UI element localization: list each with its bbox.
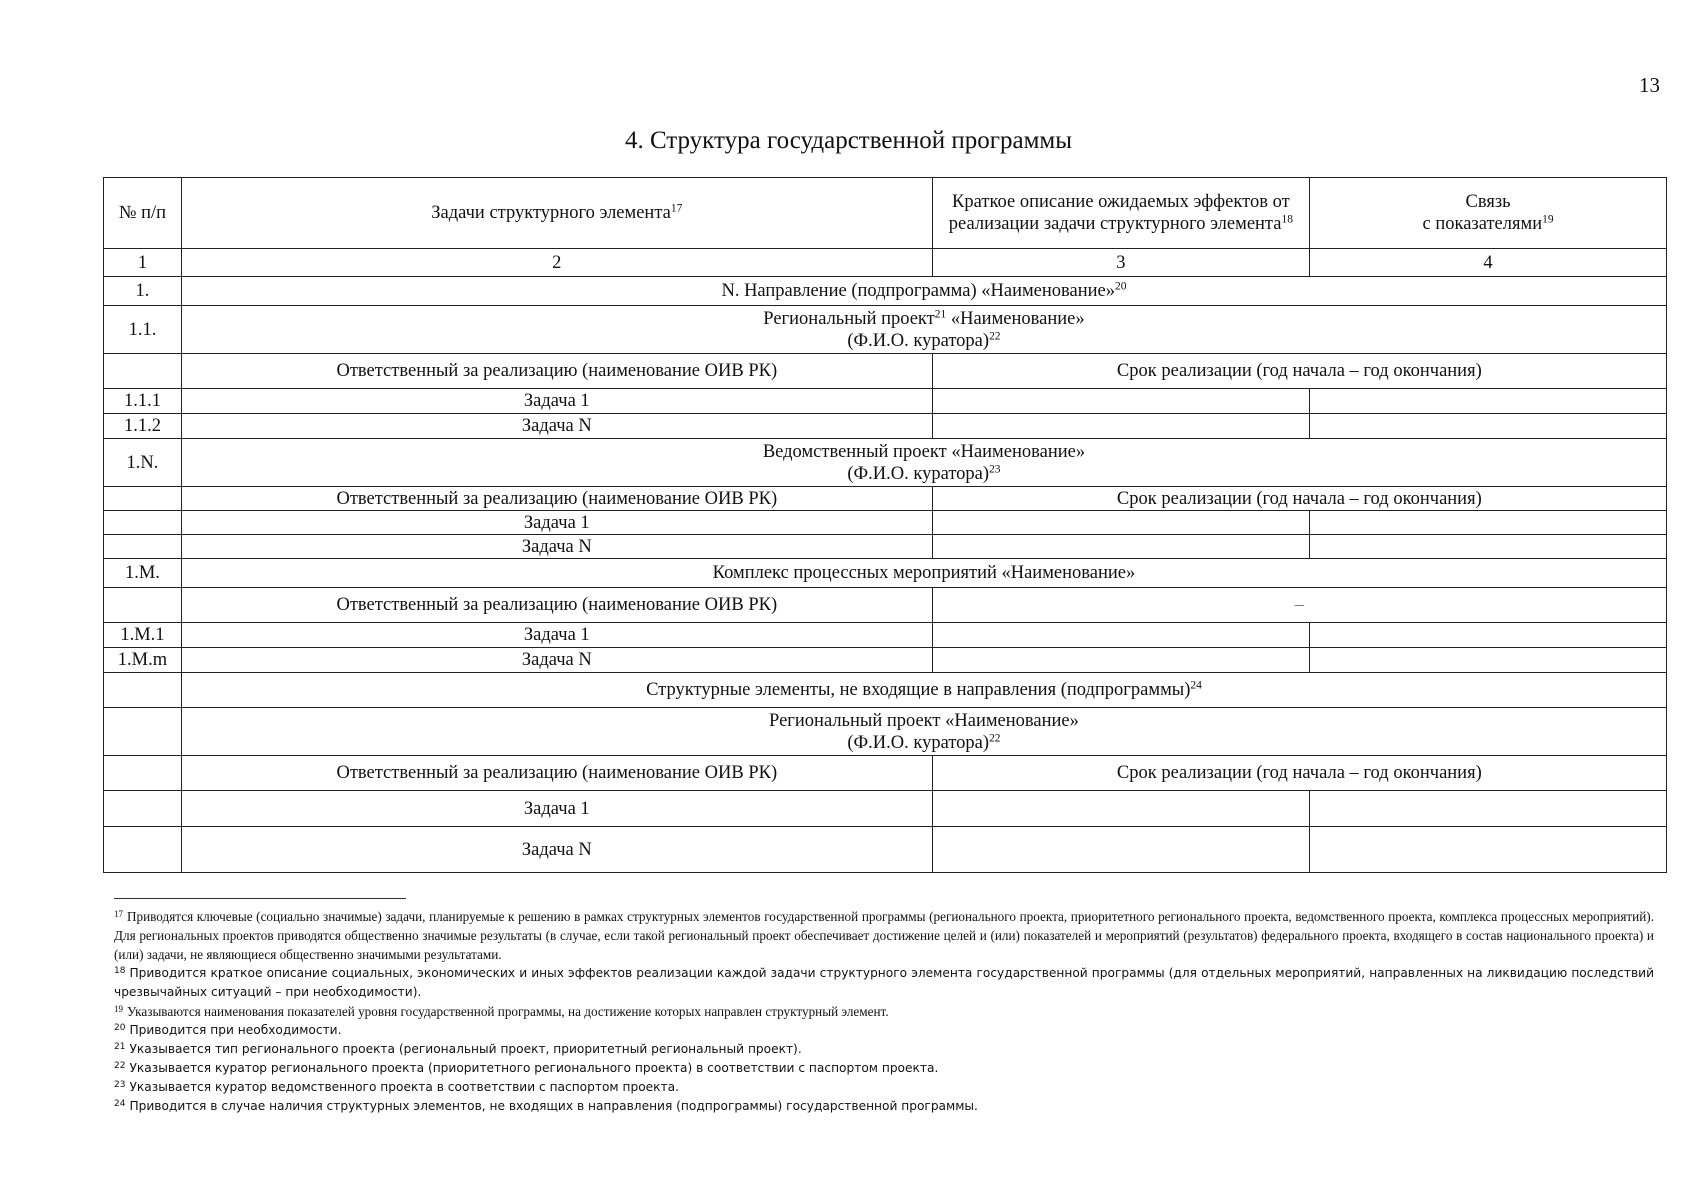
responsible-row: [104, 756, 1667, 791]
row-number: 1.1.: [104, 306, 182, 354]
effects-cell: [932, 791, 1309, 827]
responsible-cell: Ответственный за реализацию (наименование ОИВ РК): [181, 487, 932, 511]
footnote-item: [114, 964, 1654, 1002]
footnote-ref: 24: [1190, 679, 1202, 692]
effects-cell: [932, 648, 1309, 673]
footnote-item: [114, 1021, 1654, 1040]
footnote-ref: 19: [1542, 213, 1554, 226]
direction-row: [104, 277, 1667, 306]
footnote-text: Указывается куратор ведомственного проекта в соответствии с паспортом проекта.: [129, 1080, 679, 1094]
footnote-item: [114, 1002, 1654, 1021]
row-number: [104, 511, 182, 535]
row-number: 1.1.2: [104, 414, 182, 439]
regional-project-label: Региональный проект: [763, 308, 935, 329]
row-number: 1.M.: [104, 559, 182, 588]
column-number: 1: [104, 249, 182, 277]
footnote-item: [114, 1059, 1654, 1078]
footnote-mark: 20: [114, 1022, 126, 1033]
row-number: 1.N.: [104, 439, 182, 487]
row-number: [104, 673, 182, 708]
responsible-row: [104, 588, 1667, 623]
footnote-mark: 18: [114, 965, 126, 976]
footnote-text: Приводится краткое описание социальных, экономических и иных эффектов реализации каждой задачи структурного элемента государственной программы (для отдельных мероприятий, направленных на ликвидацию последствий чрезвычайных ситуаций – при необходимости).: [114, 966, 1654, 999]
term-cell: Срок реализации (год начала – год окончания): [932, 354, 1666, 389]
task-cell: Задача 1: [181, 389, 932, 414]
term-cell: Срок реализации (год начала – год окончания): [932, 756, 1666, 791]
footnote-ref: 22: [989, 330, 1001, 343]
row-number: 1.M.m: [104, 648, 182, 673]
link-cell: [1310, 648, 1667, 673]
row-number: [104, 756, 182, 791]
effects-cell: [932, 827, 1309, 873]
task-row: [104, 414, 1667, 439]
footnote-mark: 21: [114, 1041, 126, 1052]
row-number: [104, 827, 182, 873]
header-num: № п/п: [104, 178, 182, 249]
footnote-ref: 17: [670, 202, 683, 215]
column-number-row: [104, 249, 1667, 277]
task-row: [104, 827, 1667, 873]
footnote-ref: 23: [989, 463, 1001, 476]
structure-table: [103, 177, 1667, 873]
curator-text: (Ф.И.О. куратора): [847, 463, 990, 484]
section-title: 4. Структура государственной программы: [624, 127, 1073, 154]
responsible-cell: Ответственный за реализацию (наименование ОИВ РК): [181, 354, 932, 389]
departmental-project-row: [104, 439, 1667, 487]
term-cell: Срок реализации (год начала – год окончания): [932, 487, 1666, 511]
process-complex-row: [104, 559, 1667, 588]
direction-cell: [181, 277, 1666, 306]
dash-cell: –: [932, 588, 1666, 623]
outside-elements-cell: [181, 673, 1666, 708]
outside-elements-row: [104, 673, 1667, 708]
link-cell: [1310, 414, 1667, 439]
footnote-separator: [114, 898, 406, 899]
footnote-mark: 23: [114, 1079, 126, 1090]
task-row: [104, 535, 1667, 559]
footnote-mark: 22: [114, 1060, 126, 1071]
page-number: 13: [1639, 73, 1660, 97]
link-cell: [1310, 389, 1667, 414]
footnote-text: Приводятся ключевые (социально значимые) задачи, планируемые к решению в рамках структурных элементов государственной программы (регионального проекта, приоритетного регионального проекта, ведомственного проекта, комплекса процессных мероприятий). Для региональных проектов приводятся общественно значимые результаты (в случае, если такой региональный проект обеспечивает достижение целей и (или) показателей и мероприятий (результатов) федерального проекта, входящего в состав национального проекта) и (или) задачи, не являющиеся общественно значимыми результатами.: [114, 909, 1654, 962]
link-cell: [1310, 535, 1667, 559]
header-row: [104, 178, 1667, 249]
header-link: [1310, 178, 1667, 249]
footnote-text: Приводится в случае наличия структурных элементов, не входящих в направления (подпрограммы) государственной программы.: [129, 1099, 978, 1113]
task-cell: Задача 1: [181, 623, 932, 648]
regional-project-row: [104, 306, 1667, 354]
footnote-ref: 22: [989, 732, 1001, 745]
departmental-project-name: Ведомственный проект «Наименование»: [762, 441, 1086, 462]
row-number: 1.M.1: [104, 623, 182, 648]
regional-project-cell: [181, 708, 1666, 756]
link-cell: [1310, 511, 1667, 535]
task-cell: Задача 1: [181, 511, 932, 535]
task-cell: Задача N: [181, 827, 932, 873]
task-row: [104, 623, 1667, 648]
header-link-line2: с показателями: [1422, 214, 1543, 234]
column-number: 3: [932, 249, 1309, 277]
footnote-ref: 18: [1281, 213, 1293, 226]
footnote-item: [114, 1040, 1654, 1059]
header-link-line1: Связь: [1465, 192, 1511, 212]
link-cell: [1310, 827, 1667, 873]
footnote-ref: 21: [934, 308, 947, 321]
footnote-mark: 24: [114, 1098, 126, 1109]
regional-project-row: [104, 708, 1667, 756]
row-number: 1.1.1: [104, 389, 182, 414]
effects-cell: [932, 535, 1309, 559]
row-number: [104, 588, 182, 623]
direction-text: N. Направление (подпрограмма) «Наименование»: [721, 281, 1116, 301]
footnote-item: [114, 1097, 1654, 1116]
column-number: 4: [1310, 249, 1667, 277]
header-tasks-text: Задачи структурного элемента: [431, 203, 671, 223]
effects-cell: [932, 623, 1309, 648]
departmental-project-cell: [181, 439, 1666, 487]
task-cell: Задача N: [181, 648, 932, 673]
task-row: [104, 648, 1667, 673]
responsible-cell: Ответственный за реализацию (наименование ОИВ РК): [181, 756, 932, 791]
task-row: [104, 389, 1667, 414]
footnote-text: Указываются наименования показателей уровня государственной программы, на достижение которых направлен структурный элемент.: [127, 1004, 889, 1019]
footnote-text: Указывается куратор регионального проекта (приоритетного регионального проекта) в соответствии с паспортом проекта.: [129, 1061, 939, 1075]
regional-project-name: «Наименование»: [946, 308, 1085, 329]
footnote-ref: 20: [1115, 280, 1127, 293]
outside-elements-text: Структурные элементы, не входящие в направления (подпрограммы): [646, 680, 1191, 700]
responsible-row: [104, 487, 1667, 511]
task-row: [104, 791, 1667, 827]
row-number: [104, 535, 182, 559]
task-cell: Задача N: [181, 414, 932, 439]
header-tasks: [181, 178, 932, 249]
link-cell: [1310, 623, 1667, 648]
regional-project-name: Региональный проект «Наименование»: [769, 710, 1079, 731]
curator-text: (Ф.И.О. куратора): [847, 330, 990, 351]
effects-cell: [932, 414, 1309, 439]
footnotes: [114, 907, 1654, 1116]
task-cell: Задача 1: [181, 791, 932, 827]
row-number: 1.: [104, 277, 182, 306]
row-number: [104, 487, 182, 511]
responsible-row: [104, 354, 1667, 389]
responsible-cell: Ответственный за реализацию (наименование ОИВ РК): [181, 588, 932, 623]
row-number: [104, 791, 182, 827]
footnote-item: [114, 1078, 1654, 1097]
footnote-mark: 17: [114, 908, 123, 919]
link-cell: [1310, 791, 1667, 827]
row-number: [104, 708, 182, 756]
process-complex-cell: Комплекс процессных мероприятий «Наименование»: [181, 559, 1666, 588]
header-effects-text: Краткое описание ожидаемых эффектов от реализации задачи структурного элемента: [948, 192, 1290, 234]
footnote-mark: 19: [114, 1003, 123, 1014]
task-row: [104, 511, 1667, 535]
footnote-item: [114, 907, 1654, 964]
effects-cell: [932, 511, 1309, 535]
footnote-text: Указывается тип регионального проекта (региональный проект, приоритетный региональный проект).: [129, 1042, 802, 1056]
task-cell: Задача N: [181, 535, 932, 559]
curator-text: (Ф.И.О. куратора): [847, 732, 990, 753]
row-number: [104, 354, 182, 389]
footnote-text: Приводится при необходимости.: [129, 1023, 342, 1037]
effects-cell: [932, 389, 1309, 414]
column-number: 2: [181, 249, 932, 277]
regional-project-cell: [181, 306, 1666, 354]
header-effects: [932, 178, 1309, 249]
